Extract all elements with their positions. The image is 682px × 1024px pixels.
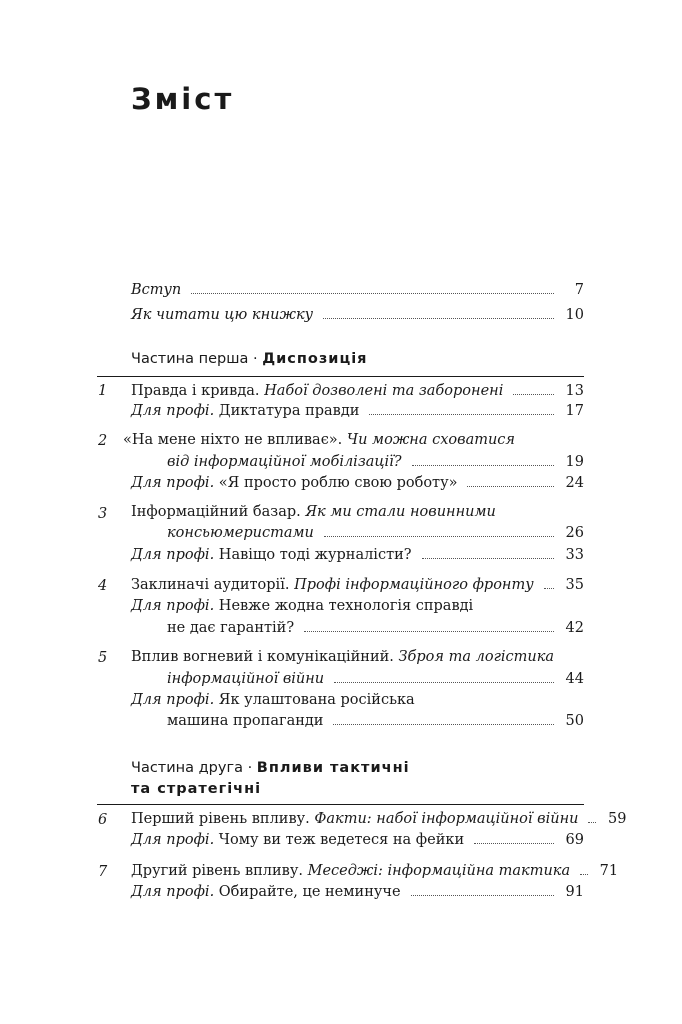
entry-title-cont: інформаційної війни (167, 671, 325, 687)
toc-entry-chapter-5-pro-line1[interactable] (131, 689, 584, 711)
toc-entry-chapter-6-pro[interactable] (131, 829, 584, 851)
leader-dots (369, 414, 554, 415)
toc-entry-chapter-4-pro[interactable] (167, 617, 584, 639)
leader-dots (333, 724, 554, 725)
page-number: 33 (565, 547, 584, 563)
chapter-number: 2 (98, 433, 108, 449)
leader-dots (411, 895, 554, 896)
entry-title: «На мене ніхто не впливає». Чи можна сховатися (123, 432, 516, 448)
chapter-number: 6 (98, 812, 108, 828)
toc-entry-chapter-7-pro[interactable] (131, 881, 584, 903)
entry-title-cont: від інформаційної мобілізації? (167, 454, 402, 470)
page-number: 42 (565, 620, 584, 636)
page-number: 24 (565, 475, 584, 491)
entry-title: Другий рівень впливу. Меседжі: інформаційна тактика (131, 863, 571, 879)
toc-entry-chapter-3-line1[interactable] (131, 501, 584, 523)
toc-entry-chapter-5-pro[interactable] (167, 710, 584, 732)
part-name: Впливи тактичні (256, 760, 410, 776)
page-number: 44 (565, 671, 584, 687)
toc-entry-chapter-5[interactable] (167, 668, 584, 690)
toc-entry-how-to-read[interactable] (131, 304, 584, 326)
entry-title: Заклиначі аудиторії. Профі інформаційного фронту (131, 577, 534, 593)
leader-dots (191, 293, 554, 294)
entry-title: Для профі. Як улаштована російська (131, 692, 415, 708)
leader-dots (467, 486, 554, 487)
part-prefix: Частина перша · (131, 351, 263, 367)
page-title: Зміст (131, 82, 235, 116)
page-number: 69 (565, 832, 584, 848)
page-number: 50 (565, 713, 584, 729)
leader-dots (580, 874, 588, 875)
page-number: 26 (565, 525, 584, 541)
leader-dots (513, 394, 554, 395)
leader-dots (588, 822, 596, 823)
page-number: 59 (608, 811, 627, 827)
leader-dots (334, 682, 554, 683)
entry-title: Для профі. Чому ви теж ведетеся на фейки (131, 832, 465, 848)
entry-title-cont: консьюмеристами (167, 525, 314, 541)
entry-title: Перший рівень впливу. Факти: набої інформаційної війни (131, 811, 579, 827)
toc-entry-chapter-1[interactable] (131, 380, 584, 402)
chapter-number: 7 (98, 864, 108, 880)
toc-entry-chapter-2[interactable] (167, 451, 584, 473)
leader-dots (422, 558, 554, 559)
toc-entry-chapter-2-line1[interactable] (123, 429, 584, 451)
entry-title: Вступ (131, 282, 182, 298)
entry-title: Інформаційний базар. Як ми стали новинними (131, 504, 496, 520)
part-name-cont: та стратегічні (131, 781, 262, 797)
part-heading-2-cont (131, 778, 261, 800)
page-number: 17 (565, 403, 584, 419)
divider (97, 376, 584, 377)
entry-title: Правда і кривда. Набої дозволені та заборонені (131, 383, 504, 399)
entry-title-cont: машина пропаганди (167, 713, 324, 729)
part-name: Диспозиція (262, 351, 368, 367)
toc-entry-intro[interactable] (131, 279, 584, 301)
entry-title: Для профі. Навіщо тоді журналісти? (131, 547, 412, 563)
toc-entry-chapter-3[interactable] (167, 522, 584, 544)
toc-entry-chapter-5-line1[interactable] (131, 646, 584, 668)
divider (97, 804, 584, 805)
toc-entry-chapter-3-pro[interactable] (131, 544, 584, 566)
entry-title: Для профі. Невже жодна технологія справді (131, 598, 474, 614)
leader-dots (412, 465, 554, 466)
chapter-number: 3 (98, 506, 108, 522)
page-number: 10 (565, 307, 584, 323)
entry-title: Для профі. Обирайте, це неминуче (131, 884, 401, 900)
entry-title: Як читати цю книжку (131, 307, 314, 323)
chapter-number: 4 (98, 578, 108, 594)
part-heading-1 (131, 348, 368, 370)
page-number: 13 (565, 383, 584, 399)
leader-dots (304, 631, 554, 632)
part-heading-2 (131, 757, 410, 779)
entry-title-cont: не дає гарантій? (167, 620, 295, 636)
page-number: 71 (599, 863, 619, 879)
page-number: 19 (565, 454, 584, 470)
toc-entry-chapter-4[interactable] (131, 574, 584, 596)
leader-dots (544, 588, 554, 589)
part-prefix: Частина друга · (131, 760, 257, 776)
toc-entry-chapter-2-pro[interactable] (131, 472, 584, 494)
toc-entry-chapter-6[interactable] (131, 808, 627, 830)
chapter-number: 1 (98, 383, 108, 399)
entry-title: Для профі. Диктатура правди (131, 403, 360, 419)
toc-entry-chapter-7[interactable] (131, 860, 619, 882)
toc-entry-chapter-1-pro[interactable] (131, 400, 584, 422)
leader-dots (474, 843, 554, 844)
page-number: 35 (565, 577, 584, 593)
chapter-number: 5 (98, 650, 108, 666)
toc-entry-chapter-4-pro-line1[interactable] (131, 595, 584, 617)
entry-title: Для профі. «Я просто роблю свою роботу» (131, 475, 458, 491)
leader-dots (324, 536, 554, 537)
page-number: 91 (565, 884, 584, 900)
entry-title: Вплив вогневий і комунікаційний. Зброя та логістика (131, 649, 555, 665)
leader-dots (323, 318, 554, 319)
page-number: 7 (574, 282, 584, 298)
